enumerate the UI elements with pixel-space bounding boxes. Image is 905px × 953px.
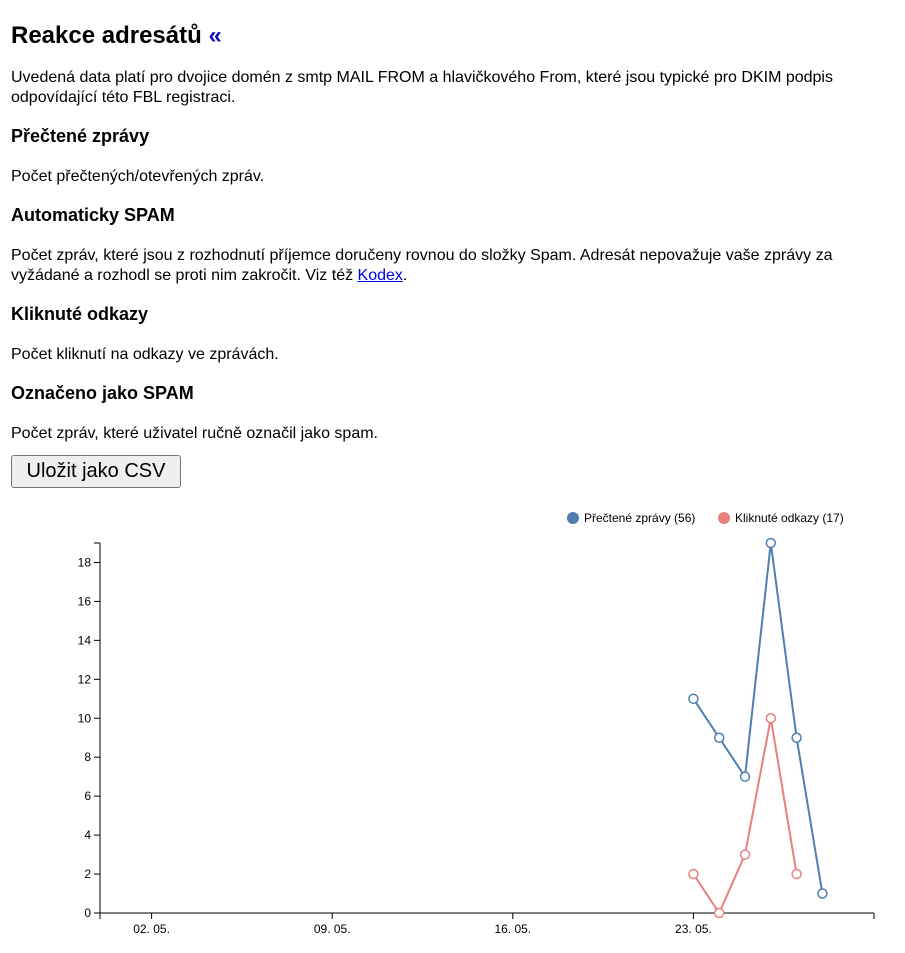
page-title-text: Reakce adresátů — [11, 22, 202, 49]
text-auto-spam-end: . — [402, 267, 408, 284]
x-tick-label: 09. 05. — [313, 922, 351, 936]
y-tick — [78, 711, 100, 725]
line-chart — [11, 500, 891, 950]
heading-clicks: Kliknuté odkazy — [11, 304, 149, 324]
data-point — [792, 870, 801, 879]
legend-label: Kliknuté odkazy (17) — [735, 511, 844, 525]
data-point — [766, 714, 775, 723]
back-link[interactable]: « — [208, 22, 222, 49]
data-point — [689, 694, 698, 703]
text-clicks: Počet kliknutí na odkazy ve zprávách. — [11, 346, 279, 363]
data-point — [741, 850, 750, 859]
y-tick — [84, 750, 100, 764]
data-point — [766, 539, 775, 548]
y-tick-label: 2 — [84, 867, 91, 882]
legend-marker — [567, 512, 579, 524]
y-tick-label: 0 — [84, 906, 91, 920]
legend-label: Přečtené zprávy (56) — [584, 511, 696, 525]
text-auto-spam — [11, 246, 891, 286]
save-csv-button[interactable]: Uložit jako CSV — [11, 455, 181, 488]
x-tick — [133, 913, 170, 936]
x-tick — [675, 913, 712, 936]
intro-text: Uvedená data platí pro dvojice domén z smtp MAIL FROM a hlavičkového From, které jsou typické pro DKIM podpis odpovídající této FBL registraci. — [11, 69, 833, 106]
x-tick — [314, 913, 351, 936]
heading-read: Přečtené zprávy — [11, 126, 150, 146]
y-tick-label: 14 — [77, 633, 91, 648]
kodex-link[interactable]: Kodex — [357, 267, 403, 284]
series-line-1 — [693, 718, 796, 913]
y-tick — [78, 555, 100, 569]
text-read: Počet přečtených/otevřených zpráv. — [11, 168, 265, 185]
chart-legend — [567, 511, 844, 525]
data-point — [689, 870, 698, 879]
y-tick — [84, 828, 100, 842]
data-point — [818, 889, 827, 898]
page-title — [11, 22, 222, 50]
data-point — [715, 733, 724, 742]
y-tick-label: 10 — [77, 711, 91, 726]
data-point — [715, 909, 724, 918]
y-tick-label: 6 — [84, 789, 91, 804]
x-tick-label: 16. 05. — [494, 922, 532, 936]
y-tick-label: 8 — [84, 750, 91, 765]
heading-marked-spam: Označeno jako SPAM — [11, 383, 194, 403]
y-tick-label: 16 — [77, 594, 91, 609]
data-point — [792, 733, 801, 742]
y-tick — [84, 906, 100, 920]
y-tick-label: 4 — [84, 828, 91, 843]
x-tick-label: 02. 05. — [133, 922, 170, 936]
y-tick — [78, 633, 100, 647]
y-tick — [78, 594, 100, 608]
y-tick — [84, 867, 100, 881]
heading-auto-spam: Automaticky SPAM — [11, 205, 175, 225]
y-tick — [78, 672, 100, 686]
data-point — [741, 772, 750, 781]
text-auto-spam-body: Počet zpráv, které jsou z rozhodnutí příjemce doručeny rovnou do složky Spam. Adresát nepovažuje vaše zprávy za vyžádané a rozhodl se proti nim zakročit. Viz též — [11, 247, 833, 284]
y-tick-label: 18 — [77, 555, 91, 570]
text-marked-spam: Počet zpráv, které uživatel ručně označil jako spam. — [11, 425, 378, 442]
legend-marker — [718, 512, 730, 524]
x-tick — [494, 913, 531, 936]
y-tick — [84, 789, 100, 803]
series-line-0 — [693, 543, 822, 894]
x-tick-label: 23. 05. — [675, 922, 712, 936]
y-tick-label: 12 — [77, 672, 91, 687]
